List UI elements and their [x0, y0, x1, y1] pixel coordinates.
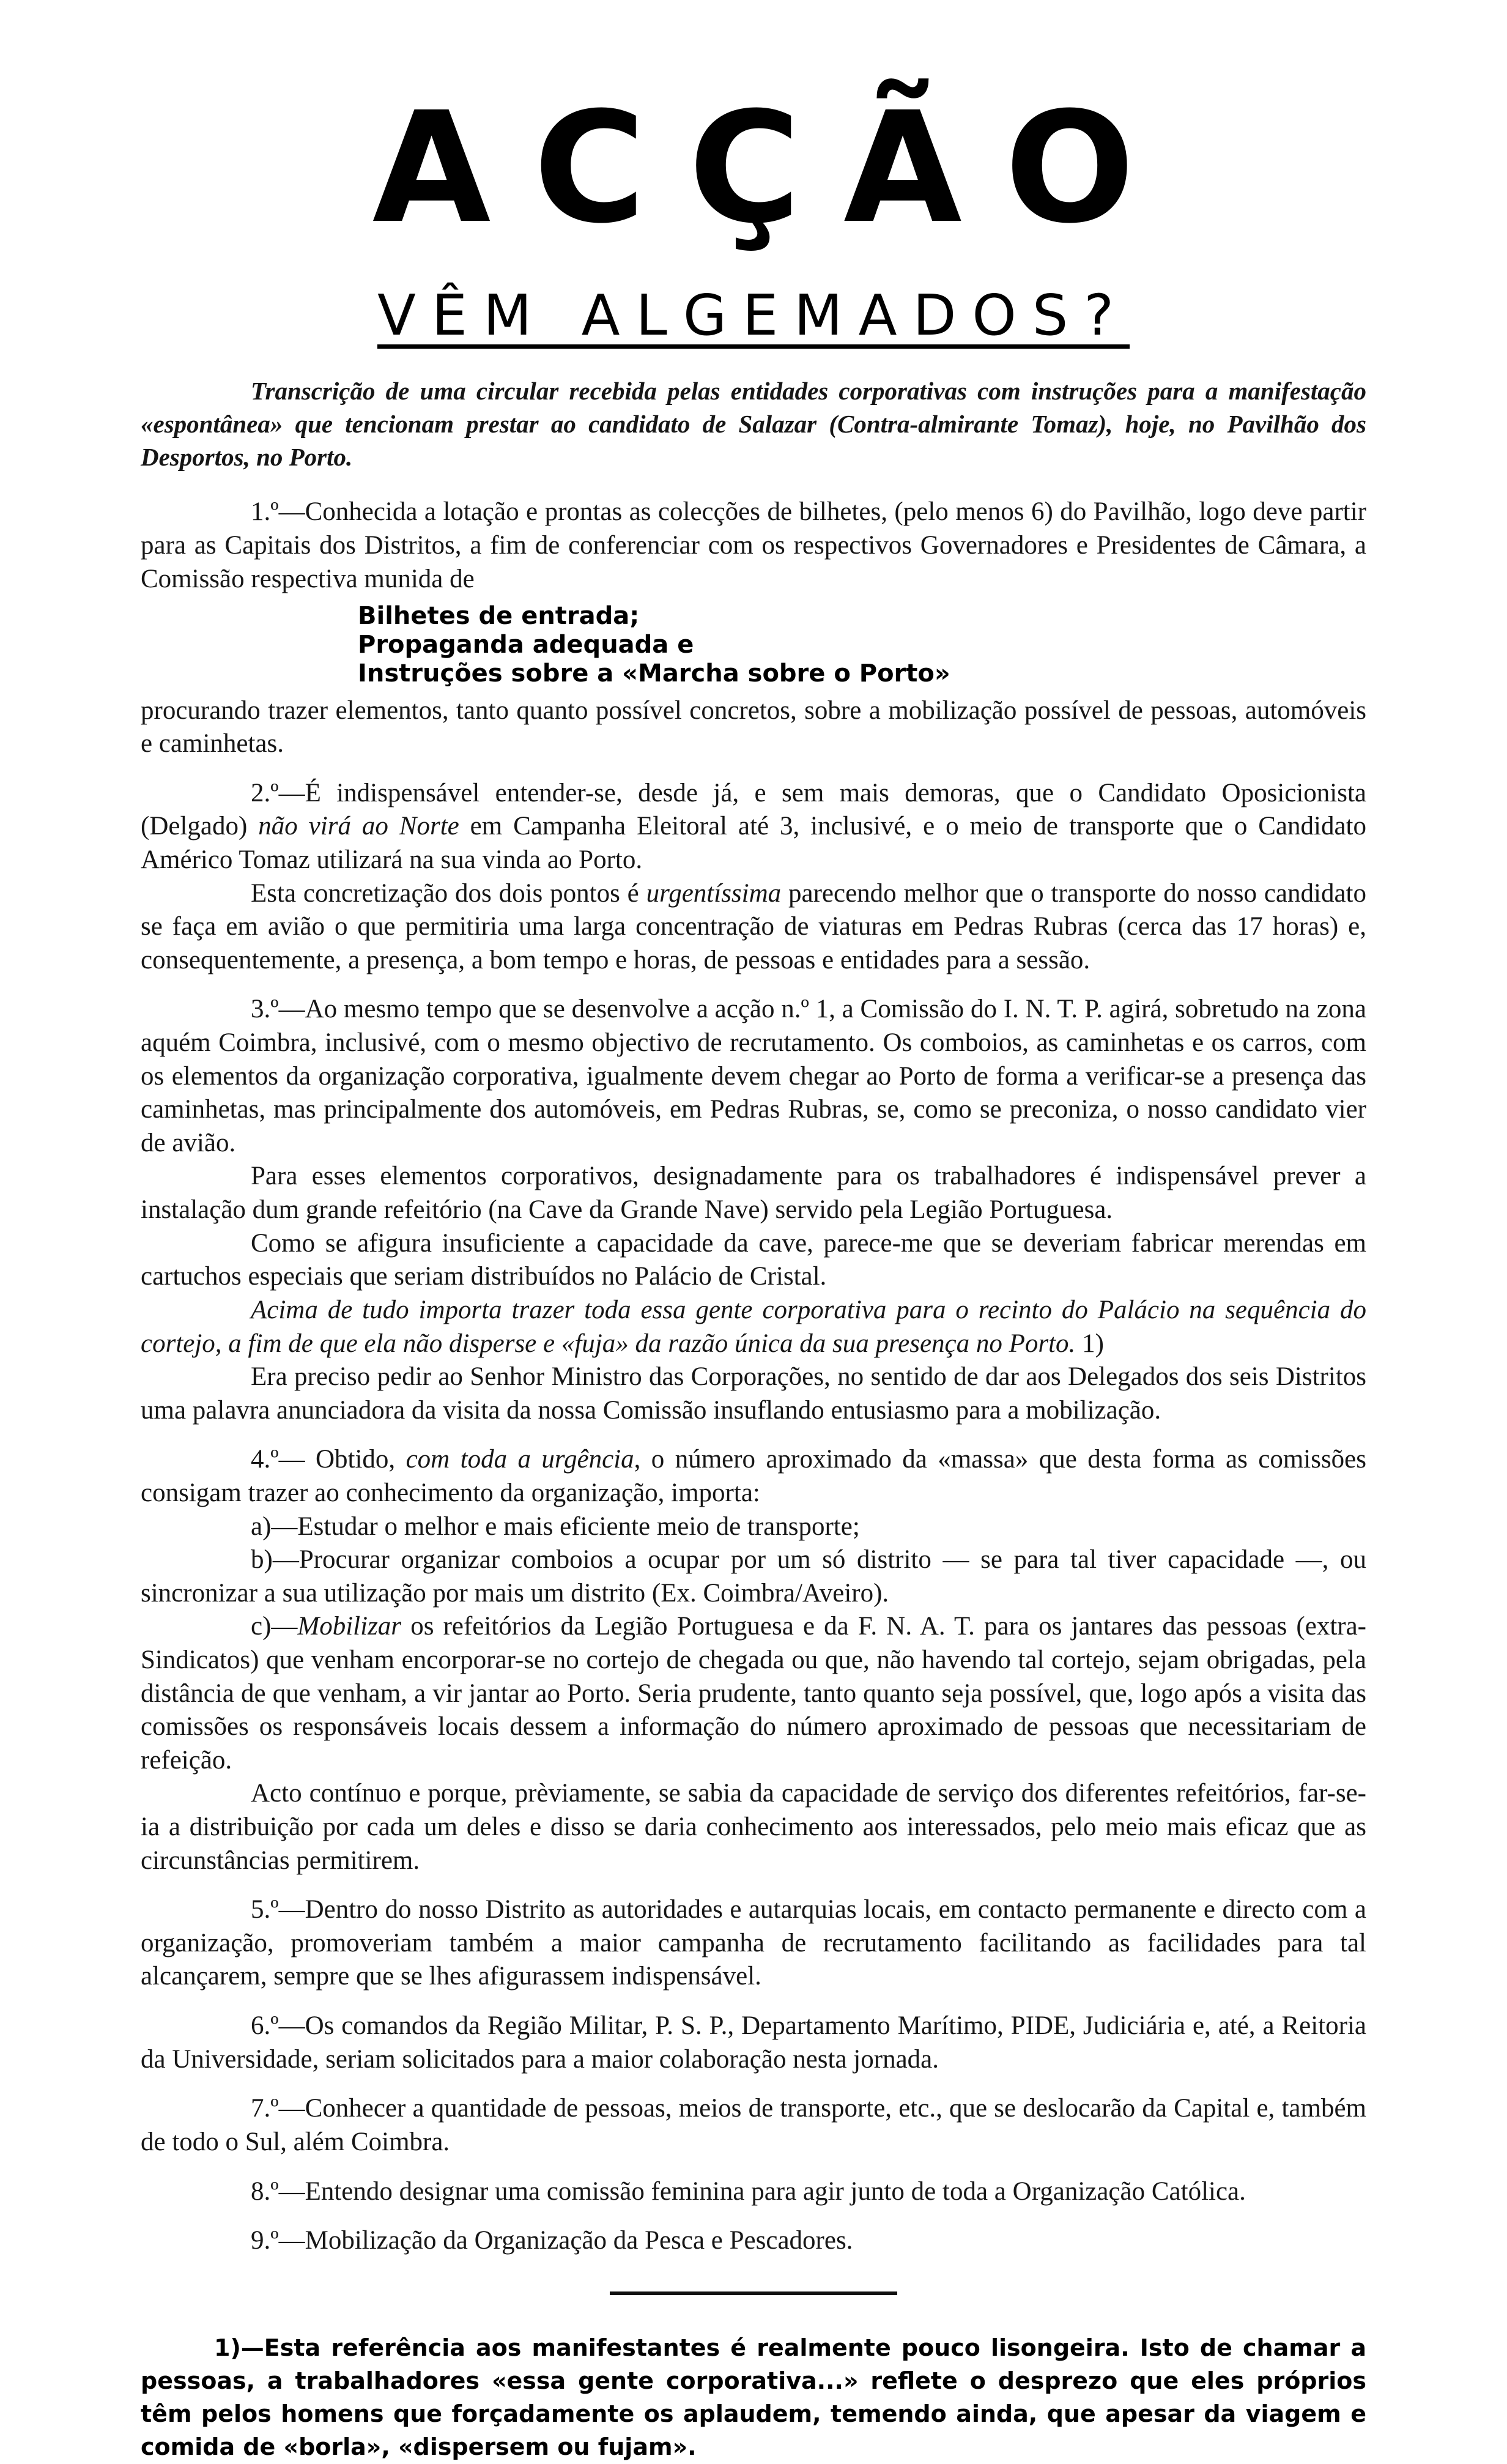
text-run: parecendo melhor que o transporte do nosso candidato se faça em avião o que permitiria uma larga concentração de viaturas em Pedras Rubras (cerca das 17 horas) e, consequentemente, a presença, a bom tempo e horas, de pessoas e entidades para a sessão. — [141, 878, 1366, 974]
masthead-title: ACÇÃO — [372, 79, 1178, 257]
text-run: 2.º—É indispensável entender-se, desde já, e sem mais demoras, que o Candidato Oposicionista (Delgado) — [141, 778, 1366, 841]
paragraph-4 — [141, 1443, 1366, 1510]
text-run: Esta concretização dos dois pontos é — [251, 878, 646, 908]
paragraph-3: 3.º—Ao mesmo tempo que se desenvolve a acção n.º 1, a Comissão do I. N. T. P. agirá, sobretudo na zona aquém Coimbra, inclusivé, com o mesmo objectivo de recrutamento. Os comboios, as caminhetas e os carros, com os elementos da organização corporativa, igualmente devem chegar ao Porto de forma a verificar-se a presença das caminhetas, mas principalmente dos automóveis, em Pedras Rubras, se, como se preconiza, o nosso candidato vier de avião. — [141, 995, 1366, 1157]
paragraph-2-continued — [141, 877, 1366, 978]
emphasis-text: Mobilizar — [297, 1612, 402, 1641]
paragraph-4-b: b)—Procurar organizar comboios a ocupar por um só distrito — se para tal tiver capacidade —, ou sincronizar a sua utilização por mais um distrito (Ex. Coimbra/Aveiro). — [141, 1545, 1366, 1608]
intro-paragraph: Transcrição de uma circular recebida pelas entidades corporativas com instruções para a manifestação «espontânea» que tencionam prestar ao candidato de Salazar (Contra-almirante Tomaz), hoje, no Pavilhão dos Desportos, no Porto. — [141, 377, 1366, 472]
paragraph-4-a: a)—Estudar o melhor e mais eficiente meio de transporte; — [251, 1512, 860, 1541]
text-run: os refeitórios da Legião Portuguesa e da F. N. A. T. para os jantares das pessoas (extra-Sindicatos) que venham encorporar-se no cortejo de chegada ou que, não havendo tal cortejo, sejam obrigadas, pela distância de que venham, a vir jantar ao Porto. Seria prudente, tanto quanto seja possível, que, logo após a visita das comissões os responsáveis locais dessem a informação do número aproximado de pessoas que necessitariam de refeição. — [141, 1612, 1366, 1775]
paragraph-3-c: Como se afigura insuficiente a capacidade da cave, parece-me que se deveriam fabricar merendas em cartuchos especiais que seriam distribuídos no Palácio de Cristal. — [141, 1228, 1366, 1291]
paragraph-1-continued: procurando trazer elementos, tanto quanto possível concretos, sobre a mobilização possível de pessoas, automóveis e caminhetas. — [141, 696, 1366, 759]
paragraph-3-b: Para esses elementos corporativos, designadamente para os trabalhadores é indispensável prever a instalação dum grande refeitório (na Cave da Grande Nave) servido pela Legião Portuguesa. — [141, 1162, 1366, 1225]
paragraph-9: 9.º—Mobilização da Organização da Pesca e Pescadores. — [251, 2226, 853, 2255]
paragraph-8: 8.º—Entendo designar uma comissão feminina para agir junto de toda a Organização Católica. — [251, 2176, 1246, 2206]
paragraph-6: 6.º—Os comandos da Região Militar, P. S. P., Departamento Marítimo, PIDE, Judiciária e, até, a Reitoria da Universidade, seriam solicitados para a maior colaboração nesta jornada. — [141, 2011, 1366, 2074]
headline — [141, 283, 1366, 348]
footnote: 1)—Esta referência aos manifestantes é realmente pouco lisongeira. Isto de chamar a pessoas, a trabalhadores «essa gente corporativa...» reflete o desprezo que eles próprios têm pelos homens que forçadamente os aplaudem, temendo ainda, que apesar da viagem e comida de «borla», «dispersem ou fujam». — [141, 2334, 1366, 2460]
paragraph-4-d: Acto contínuo e porque, prèviamente, se sabia da capacidade de serviço dos diferentes refeitórios, far-se-ia a distribuição por cada um deles e disso se daria conhecimento aos interessados, pelo meio mais eficaz que as circunstâncias permitirem. — [141, 1779, 1366, 1875]
text-run: c)— — [251, 1612, 298, 1641]
paragraph-3-d — [141, 1294, 1366, 1360]
list-item: Propaganda adequada e — [358, 630, 694, 659]
paragraph-7: 7.º—Conhecer a quantidade de pessoas, meios de transporte, etc., que se deslocarão da Capital e, também de todo o Sul, além Coimbra. — [141, 2094, 1366, 2156]
emphasis-text: Acima de tudo importa trazer toda essa gente corporativa para o recinto do Palácio na sequência do cortejo, a fim de que ela não disperse e «fuja» da razão única da sua presença no Porto. — [141, 1295, 1366, 1358]
paragraph-3-e: Era preciso pedir ao Senhor Ministro das Corporações, no sentido de dar aos Delegados dos seis Distritos uma palavra anunciadora da visita da nossa Comissão insuflando entusiasmo para a mobilização. — [141, 1362, 1366, 1425]
text-run: 4.º— Obtido, — [251, 1445, 406, 1474]
footnote-marker: 1) — [1075, 1329, 1104, 1358]
materials-list — [358, 602, 1366, 688]
paragraph-2 — [141, 777, 1366, 877]
paragraph-4-c — [141, 1610, 1366, 1777]
divider-rule — [610, 2291, 897, 2295]
list-item: Bilhetes de entrada; — [358, 602, 640, 631]
headline-text: VÊM ALGEMADOS? — [377, 283, 1130, 348]
emphasis-text: não virá ao Norte — [258, 812, 459, 841]
emphasis-text: com toda a urgência — [405, 1445, 634, 1474]
emphasis-text: urgentíssima — [646, 878, 782, 908]
text-run: em Campanha Eleitoral até 3, inclusivé, e o meio de transporte que o Candidato Américo Tomaz utilizará na sua vinda ao Porto. — [141, 812, 1366, 874]
list-item: Instruções sobre a «Marcha sobre o Porto» — [358, 659, 950, 688]
paragraph-5: 5.º—Dentro do nosso Distrito as autoridades e autarquias locais, em contacto permanente e directo com a organização, promoveriam também a maior campanha de recrutamento facilitando as facilidades para tal alcançarem, sempre que se lhes afigurassem indispensável. — [141, 1895, 1366, 1991]
text-run: , o número aproximado da «massa» que desta forma as comissões consigam trazer ao conhecimento da organização, importa: — [141, 1445, 1367, 1507]
paragraph-1: 1.º—Conhecida a lotação e prontas as colecções de bilhetes, (pelo menos 6) do Pavilhão, logo deve partir para as Capitais dos Distritos, a fim de conferenciar com os respectivos Governadores e Presidentes de Câmara, a Comissão respectiva munida de — [141, 497, 1366, 593]
